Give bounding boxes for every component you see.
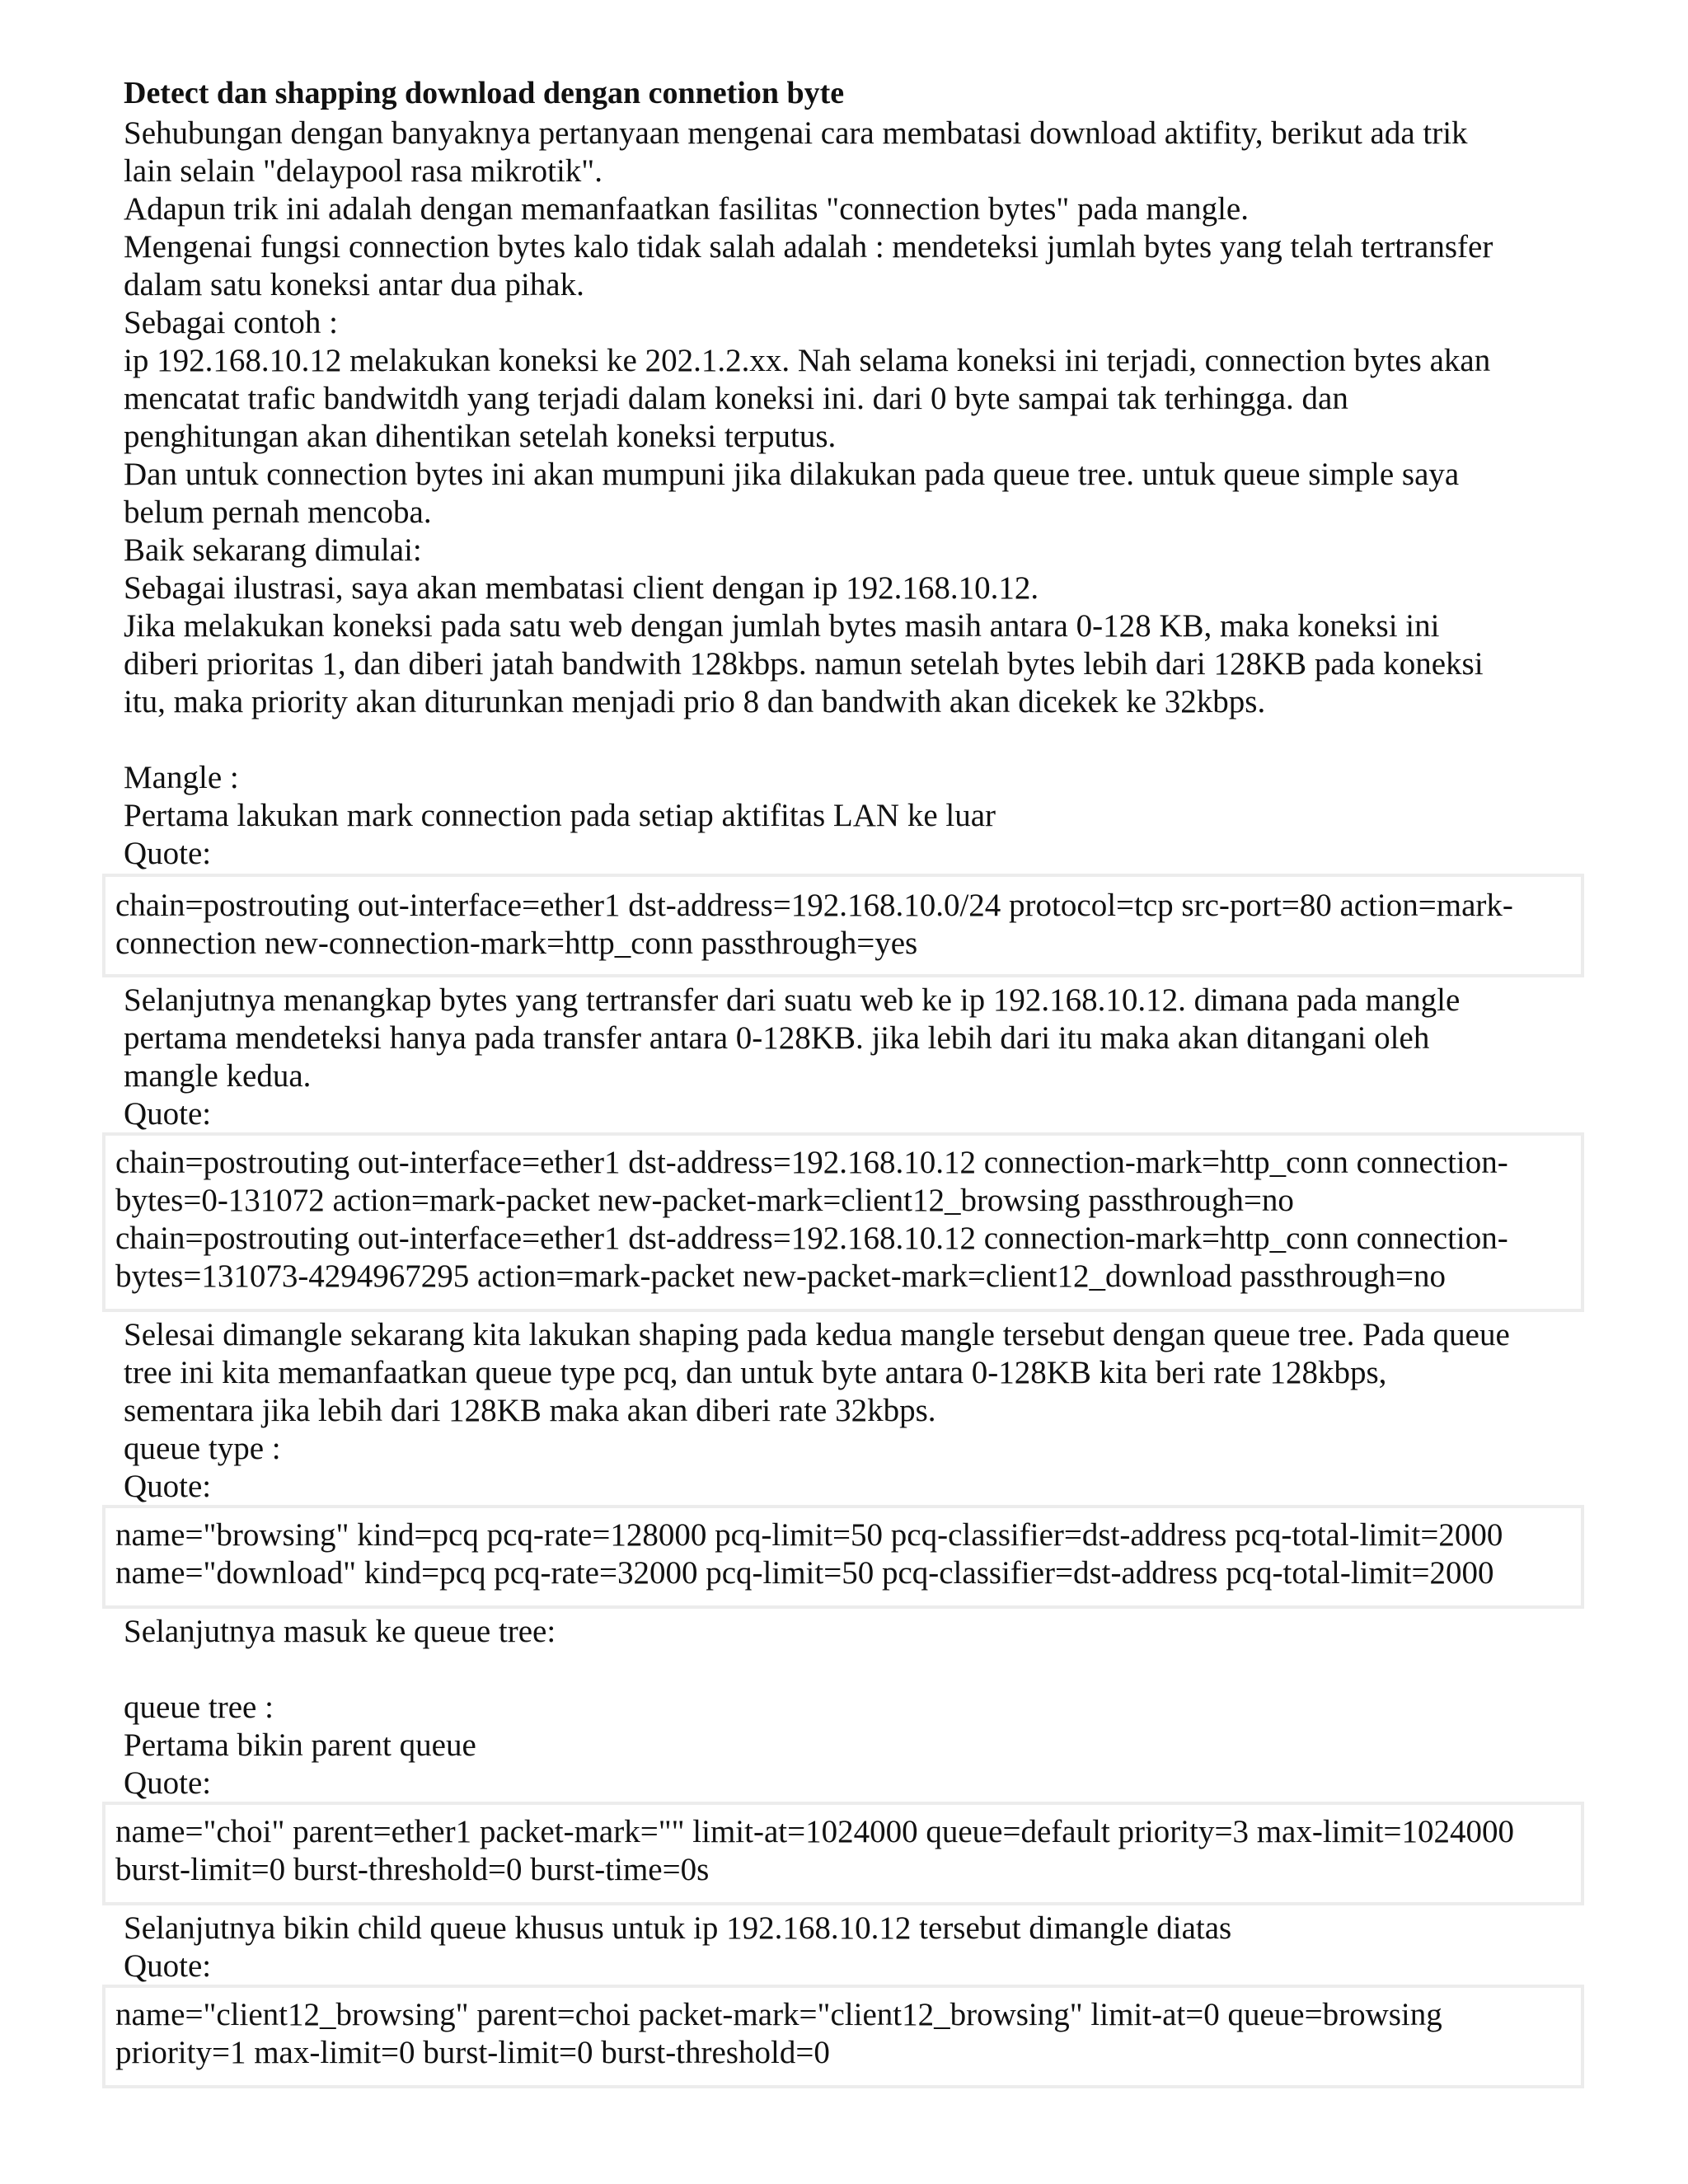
text-line: diberi prioritas 1, dan diberi jatah bandwith 128kbps. namun setelah bytes lebih dari 128KB pada koneksi	[124, 646, 1484, 682]
text-line: Sehubungan dengan banyaknya pertanyaan mengenai cara membatasi download aktifity, berikut ada trik	[124, 115, 1468, 151]
code-line: chain=postrouting out-interface=ether1 dst-address=192.168.10.12 connection-mark=http_conn connection-	[115, 1221, 1508, 1256]
text-line: Selesai dimangle sekarang kita lakukan shaping pada kedua mangle tersebut dengan queue tree. Pada queue	[124, 1317, 1510, 1352]
text-line: Baik sekarang dimulai:	[124, 532, 422, 568]
text-line: sementara jika lebih dari 128KB maka akan diberi rate 32kbps.	[124, 1393, 936, 1428]
text-line: Selanjutnya menangkap bytes yang tertransfer dari suatu web ke ip 192.168.10.12. dimana pada mangle	[124, 982, 1461, 1018]
text-line: penghitungan akan dihentikan setelah koneksi terputus.	[124, 419, 837, 454]
text-line: itu, maka priority akan diturunkan menjadi prio 8 dan bandwith akan dicekek ke 32kbps.	[124, 684, 1266, 719]
code-line: burst-limit=0 burst-threshold=0 burst-time=0s	[115, 1852, 710, 1887]
code-line: chain=postrouting out-interface=ether1 dst-address=192.168.10.12 connection-mark=http_conn connection-	[115, 1145, 1508, 1180]
text-line: queue type :	[124, 1431, 281, 1466]
text-line: Mengenai fungsi connection bytes kalo tidak salah adalah : mendeteksi jumlah bytes yang telah tertransfer	[124, 229, 1493, 265]
text-line: Selanjutnya bikin child queue khusus untuk ip 192.168.10.12 tersebut dimangle diatas	[124, 1910, 1232, 1946]
code-line: bytes=131073-4294967295 action=mark-packet new-packet-mark=client12_download passthrough=no	[115, 1258, 1446, 1294]
code-line: name="download" kind=pcq pcq-rate=32000 pcq-limit=50 pcq-classifier=dst-address pcq-total-limit=2000	[115, 1555, 1494, 1591]
quote-label: Quote:	[124, 836, 212, 871]
code-line: name="client12_browsing" parent=choi packet-mark="client12_browsing" limit-at=0 queue=browsing	[115, 1997, 1442, 2032]
text-line: lain selain "delaypool rasa mikrotik".	[124, 153, 603, 189]
code-line: connection new-connection-mark=http_conn passthrough=yes	[115, 926, 918, 961]
section-heading-mangle: Mangle :	[124, 760, 239, 795]
text-line: Pertama lakukan mark connection pada setiap aktifitas LAN ke luar	[124, 798, 996, 833]
text-line: ip 192.168.10.12 melakukan koneksi ke 202.1.2.xx. Nah selama koneksi ini terjadi, connection bytes akan	[124, 343, 1491, 378]
text-line: Dan untuk connection bytes ini akan mumpuni jika dilakukan pada queue tree. untuk queue simple saya	[124, 457, 1460, 492]
text-line: Jika melakukan koneksi pada satu web dengan jumlah bytes masih antara 0-128 KB, maka koneksi ini	[124, 608, 1440, 644]
text-line: mencatat trafic bandwitdh yang terjadi dalam koneksi ini. dari 0 byte sampai tak terhingga. dan	[124, 381, 1348, 416]
text-line: Sebagai ilustrasi, saya akan membatasi client dengan ip 192.168.10.12.	[124, 570, 1039, 606]
code-line: name="browsing" kind=pcq pcq-rate=128000 pcq-limit=50 pcq-classifier=dst-address pcq-total-limit=2000	[115, 1517, 1503, 1553]
text-line: mangle kedua.	[124, 1058, 312, 1094]
code-line: chain=postrouting out-interface=ether1 dst-address=192.168.10.0/24 protocol=tcp src-port=80 action=mark-	[115, 888, 1513, 923]
text-line: Adapun trik ini adalah dengan memanfaatkan fasilitas "connection bytes" pada mangle.	[124, 191, 1249, 227]
section-heading-queue-tree: queue tree :	[124, 1690, 274, 1725]
quote-label: Quote:	[124, 1765, 212, 1801]
quote-label: Quote:	[124, 1469, 212, 1504]
document-title: Detect dan shapping download dengan connetion byte	[124, 76, 845, 110]
text-line: pertama mendeteksi hanya pada transfer antara 0-128KB. jika lebih dari itu maka akan ditangani oleh	[124, 1020, 1430, 1056]
quote-label: Quote:	[124, 1948, 212, 1984]
code-line: name="choi" parent=ether1 packet-mark="" limit-at=1024000 queue=default priority=3 max-limit=1024000	[115, 1814, 1515, 1849]
quote-label: Quote:	[124, 1096, 212, 1132]
code-line: bytes=0-131072 action=mark-packet new-packet-mark=client12_browsing passthrough=no	[115, 1183, 1294, 1218]
text-line: tree ini kita memanfaatkan queue type pcq, dan untuk byte antara 0-128KB kita beri rate 128kbps,	[124, 1355, 1387, 1390]
text-line: Sebagai contoh :	[124, 305, 338, 340]
text-line: dalam satu koneksi antar dua pihak.	[124, 267, 584, 302]
text-line: Selanjutnya masuk ke queue tree:	[124, 1614, 556, 1649]
text-line: Pertama bikin parent queue	[124, 1727, 476, 1763]
text-line: belum pernah mencoba.	[124, 494, 432, 530]
code-line: priority=1 max-limit=0 burst-limit=0 burst-threshold=0	[115, 2035, 830, 2070]
